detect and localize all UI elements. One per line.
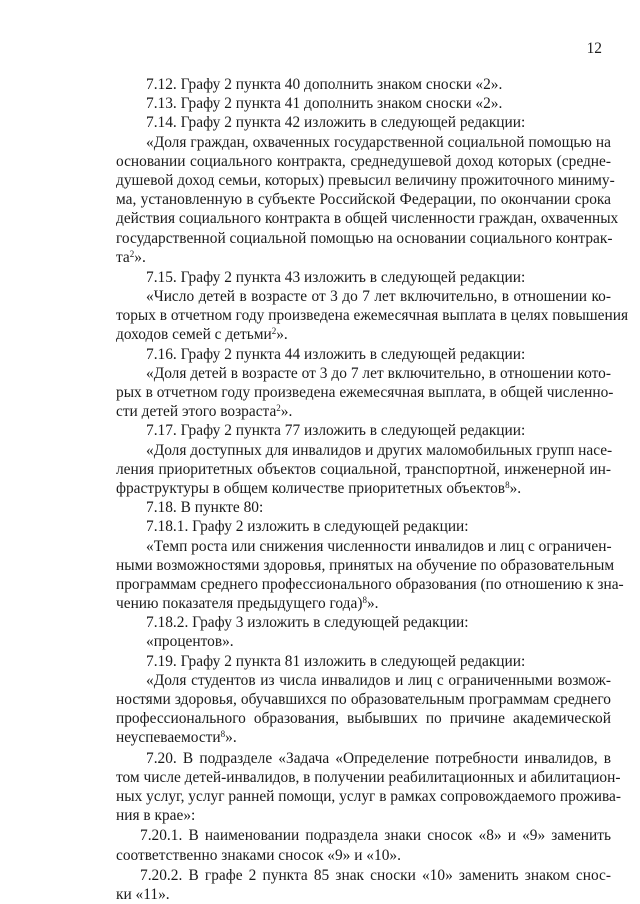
text-line: «процентов». bbox=[146, 633, 234, 651]
text-line: действия социального контракта в общей численности граждан, охваченных bbox=[116, 210, 619, 228]
paragraph-7-15: 7.15. Графу 2 пункта 43 изложить в следующей редакции: bbox=[146, 268, 526, 286]
text-line: «Доля доступных для инвалидов и других маломобильных групп насе- bbox=[146, 441, 613, 459]
text-line: основании социального контракта, среднедушевой доход которых (средне- bbox=[116, 152, 611, 170]
paragraph-7-12: 7.12. Графу 2 пункта 40 дополнить знаком сноски «2». bbox=[146, 76, 503, 93]
paragraph-7-20-2: 7.20.2. В графе 2 пункта 85 знак сноски «10» заменить знаком снос- bbox=[140, 866, 611, 884]
paragraph-7-20: 7.20. В подразделе «Задача «Определение потребности инвалидов, в bbox=[146, 749, 611, 767]
text-line: торых в отчетном году произведена ежемесячная выплата в целях повышения bbox=[116, 307, 629, 325]
text-line: программам среднего профессионального образования (по отношению к зна- bbox=[116, 575, 624, 593]
paragraph-7-19: 7.19. Графу 2 пункта 81 изложить в следующей редакции: bbox=[146, 652, 526, 670]
text-line: государственной социальной помощью на основании социального контрак- bbox=[116, 229, 613, 247]
text-line: неуспеваемости$^8$». bbox=[116, 729, 237, 747]
text-line: ными возможностями здоровья, принятых на обучение по образовательным bbox=[116, 556, 615, 574]
footnote-marker: 8 bbox=[505, 479, 510, 490]
text-line: сти детей этого возраста$^2$». bbox=[116, 403, 293, 421]
text-line: ностями здоровья, обучавшихся по образовательным программам среднего bbox=[116, 691, 611, 708]
footnote-marker: 2 bbox=[276, 403, 281, 414]
page-number: 12 bbox=[586, 40, 602, 57]
text-line: чению показателя предыдущего года)$^8$». bbox=[116, 595, 379, 613]
paragraph-7-14: 7.14. Графу 2 пункта 42 изложить в следующей редакции: bbox=[146, 114, 526, 132]
footnote-marker: 8 bbox=[220, 729, 226, 740]
footnote-marker: 2 bbox=[129, 248, 135, 259]
text-line: том числе детей-инвалидов, в получении реабилитационных и абилитацион- bbox=[116, 768, 621, 786]
text-line: соответственно знаками сносок «9» и «10». bbox=[116, 846, 401, 864]
footnote-marker: 8 bbox=[362, 595, 367, 606]
text-line: рых в отчетном году произведена ежемесячная выплата, в общей численно- bbox=[116, 384, 614, 401]
text-line: ния в крае»: bbox=[116, 807, 196, 825]
text-line: ма, установленную в субъекте Российской Федерации, по окончании срока bbox=[116, 191, 611, 209]
text-line: фраструктуры в общем количестве приоритетных объектов$^8$». bbox=[116, 479, 522, 497]
paragraph-7-18-2: 7.18.2. Графу 3 изложить в следующей редакции: bbox=[146, 614, 469, 632]
text-line: душевой доход семьи, которых) превысил величину прожиточного миниму- bbox=[116, 171, 615, 189]
text-line: «Доля студентов из числа инвалидов и лиц с ограниченными возмож- bbox=[146, 671, 611, 689]
text-line: доходов семей с детьми$^2$». bbox=[116, 326, 288, 344]
paragraph-7-17: 7.17. Графу 2 пункта 77 изложить в следующей редакции: bbox=[146, 422, 526, 440]
footnote-marker: 2 bbox=[271, 326, 277, 337]
paragraph-7-18-1: 7.18.1. Графу 2 изложить в следующей редакции: bbox=[146, 518, 469, 536]
paragraph-7-13: 7.13. Графу 2 пункта 41 дополнить знаком сноски «2». bbox=[146, 95, 503, 113]
text-line: ных услуг, услуг ранней помощи, услуг в рамках сопровождаемого прожива- bbox=[116, 787, 621, 805]
paragraph-7-16: 7.16. Графу 2 пункта 44 изложить в следующей редакции: bbox=[146, 345, 526, 363]
paragraph-7-18: 7.18. В пункте 80: bbox=[146, 499, 264, 517]
paragraph-7-20-1: 7.20.1. В наименовании подраздела знаки сносок «8» и «9» заменить bbox=[140, 827, 611, 845]
text-line: ления приоритетных объектов социальной, транспортной, инженерной ин- bbox=[116, 460, 611, 478]
text-line: $та^2$». bbox=[116, 248, 146, 266]
text-line: «Доля детей в возрасте от 3 до 7 лет включительно, в отношении кото- bbox=[146, 364, 611, 382]
text-line: ки «11». bbox=[116, 885, 170, 903]
text-line: «Число детей в возрасте от 3 до 7 лет включительно, в отношении ко- bbox=[146, 288, 611, 306]
text-line: «Доля граждан, охваченных государственной социальной помощью на bbox=[146, 133, 611, 151]
document-body bbox=[116, 75, 629, 904]
text-line: профессионального образования, выбывших по причине академической bbox=[116, 710, 611, 728]
text-line: «Темп роста или снижения численности инвалидов и лиц с ограничен- bbox=[146, 537, 612, 555]
